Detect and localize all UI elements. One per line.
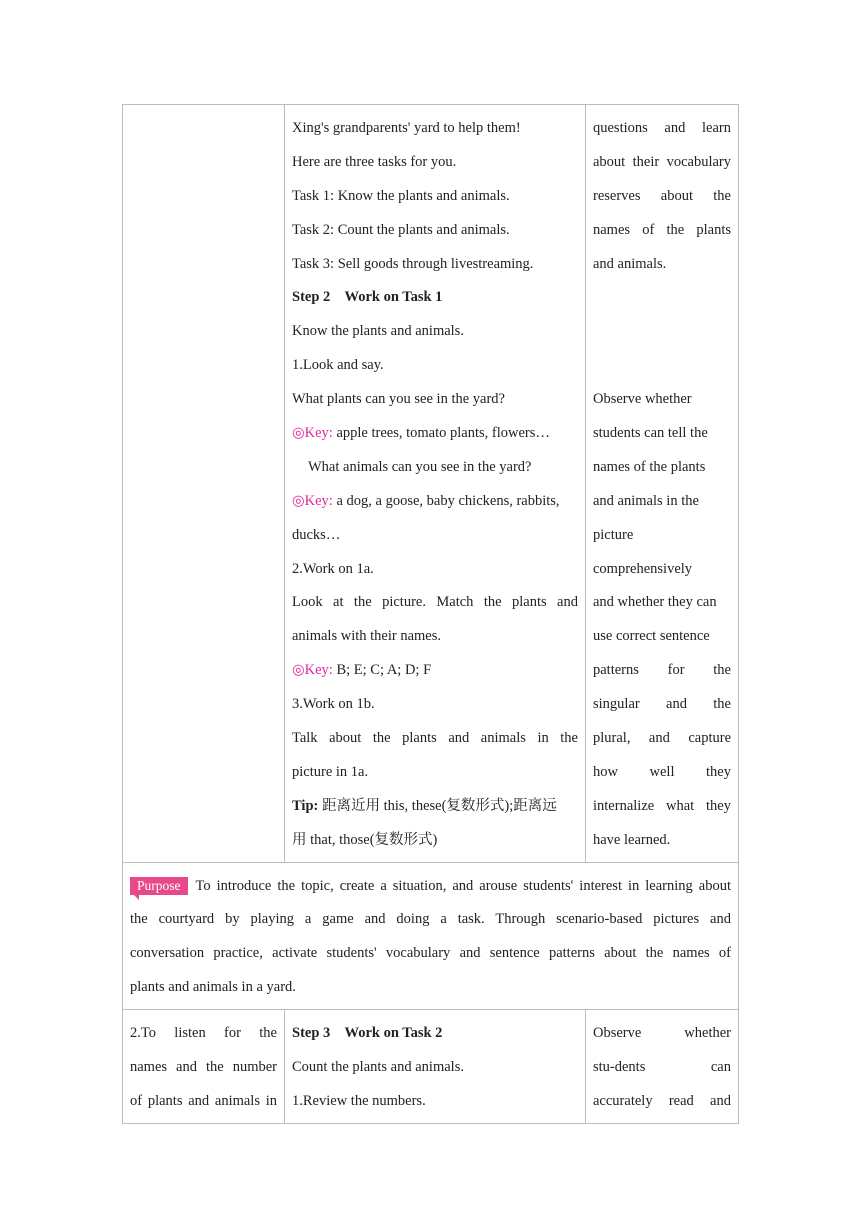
purpose-line: plants and animals in a yard. [130, 979, 296, 996]
text-line: use correct sentence [593, 628, 710, 645]
step-heading: Step 2 Work on Task 1 [292, 289, 443, 306]
text-line: patterns for the [593, 662, 731, 679]
text-line: names and the number [130, 1059, 277, 1076]
text-line: What plants can you see in the yard? [292, 391, 505, 408]
text-line: Task 2: Count the plants and animals. [292, 221, 510, 238]
text-line: and animals. [593, 255, 667, 272]
answer-key [292, 417, 578, 451]
purpose-text: To introduce the topic, create a situation, and arouse students' interest in learning about [195, 877, 731, 894]
text-line: reserves about the [593, 187, 731, 204]
text-line: Task 1: Know the plants and animals. [292, 187, 510, 204]
text-line: 1.Review the numbers. [292, 1092, 426, 1109]
text-line: Count the plants and animals. [292, 1059, 464, 1076]
tip-line [292, 790, 578, 824]
text-line: animals with their names. [292, 628, 441, 645]
text-line: 1.Look and say. [292, 357, 384, 374]
purpose-tag: Purpose [130, 877, 188, 895]
text-line: Look at the picture. Match the plants and [292, 594, 578, 611]
text-line: names of the plants [593, 458, 706, 475]
text-line: have learned. [593, 831, 671, 848]
text-line: Here are three tasks for you. [292, 153, 457, 170]
spacer [593, 281, 731, 315]
purpose-cell [123, 862, 739, 1010]
text-line: picture in 1a. [292, 763, 369, 780]
tip-label: Tip: [292, 797, 319, 814]
text-line: Xing's grandparents' yard to help them! [292, 120, 521, 136]
text-line: comprehensively [593, 560, 693, 577]
text-line: students can tell the [593, 425, 708, 442]
activity-cell [285, 105, 586, 863]
table-row [123, 1010, 739, 1124]
tip-text: 距离近用 this, these(复数形式);距离远 [318, 797, 557, 814]
text-line: about their vocabulary [593, 153, 731, 170]
text-line: names of the plants [593, 221, 731, 238]
objective-cell [123, 105, 285, 863]
answer-key [292, 485, 578, 519]
activity-cell [285, 1010, 586, 1124]
text-line: picture [593, 526, 634, 543]
text-line: internalize what they [593, 797, 731, 814]
key-label: ◎Key: [292, 662, 333, 679]
text-line: of plants and animals in [130, 1092, 277, 1109]
text-line: Observe whether [593, 391, 692, 408]
text-line: accurately read and [593, 1092, 731, 1109]
answer-key [292, 654, 578, 688]
text-line: questions and learn [593, 120, 731, 136]
objective-cell [123, 1010, 285, 1124]
text-line: plural, and capture [593, 730, 731, 747]
key-label: ◎Key: [292, 425, 333, 442]
text-line: Observe whether [593, 1025, 731, 1042]
text-line: and animals in the [593, 492, 699, 509]
lesson-plan-table [122, 104, 739, 1124]
text-line: and whether they can [593, 594, 717, 611]
text-line: singular and the [593, 696, 731, 713]
key-text: apple trees, tomato plants, flowers… [332, 425, 550, 442]
key-text: a dog, a goose, baby chickens, rabbits, [332, 492, 560, 509]
table-row [123, 862, 739, 1010]
purpose-line [130, 870, 731, 904]
text-line: Know the plants and animals. [292, 323, 464, 340]
key-label: ◎Key: [292, 492, 333, 509]
text-line: 用 that, those(复数形式) [292, 831, 438, 848]
text-line: 3.Work on 1b. [292, 696, 375, 713]
spacer [593, 349, 731, 383]
key-text: B; E; C; A; D; F [332, 662, 432, 679]
assessment-cell [586, 105, 739, 863]
step-heading: Step 3 Work on Task 2 [292, 1025, 443, 1042]
text-line: stu-dents can [593, 1059, 731, 1076]
text-line: how well they [593, 763, 731, 780]
text-line: 2.Work on 1a. [292, 560, 374, 577]
text-line: Task 3: Sell goods through livestreaming. [292, 255, 534, 272]
text-line: Talk about the plants and animals in the [292, 730, 578, 747]
table-row [123, 105, 739, 863]
text-line: ducks… [292, 526, 341, 543]
purpose-line: conversation practice, activate students' vocabulary and sentence patterns about the names of [130, 945, 731, 962]
text-line: What animals can you see in the yard? [308, 458, 532, 475]
assessment-cell [586, 1010, 739, 1124]
text-line: 2.To listen for the [130, 1025, 277, 1042]
purpose-line: the courtyard by playing a game and doing a task. Through scenario-based pictures and [130, 911, 731, 928]
spacer [593, 315, 731, 349]
